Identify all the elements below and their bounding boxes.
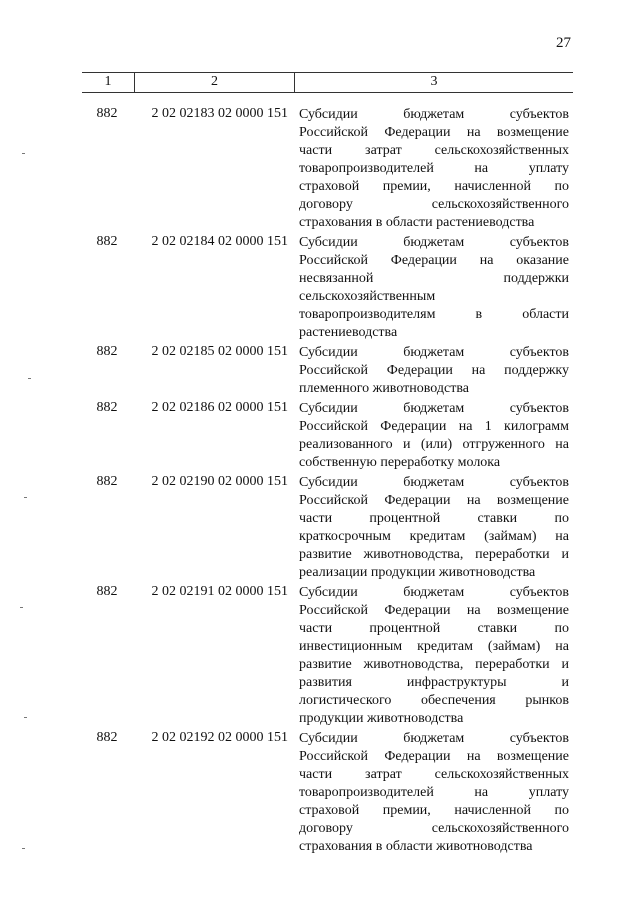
description-line: развития инфраструктуры и	[299, 675, 569, 690]
revenue-code: 2 02 02190 02 0000 151	[151, 474, 288, 489]
description	[299, 344, 569, 398]
scan-mark	[22, 848, 25, 849]
revenue-code: 2 02 02186 02 0000 151	[151, 400, 288, 415]
table-row	[0, 106, 640, 232]
description-line: развитие животноводства, переработки и	[299, 547, 569, 562]
table-row	[0, 400, 640, 472]
description-line: инвестиционным кредитам (займам) на	[299, 639, 569, 654]
header-bottom-border	[82, 92, 573, 93]
description-line: сельскохозяйственным	[299, 289, 436, 304]
revenue-code: 2 02 02183 02 0000 151	[151, 106, 288, 121]
scan-mark	[24, 497, 27, 498]
column-header-1: 1	[104, 74, 112, 89]
description-line: Субсидии бюджетам субъектов	[299, 585, 569, 600]
page-number: 27	[556, 35, 571, 51]
description-line: страховой премии, начисленной по	[299, 803, 569, 818]
description-line: развитие животноводства, переработки и	[299, 657, 569, 672]
description-line: страхования в области растениеводства	[299, 215, 535, 230]
description-line: Российской Федерации на поддержку	[299, 363, 569, 378]
description-line: собственную переработку молока	[299, 455, 501, 470]
description-line: Российской Федерации на оказание	[299, 253, 569, 268]
description	[299, 106, 569, 232]
description-line: товаропроизводителям в области	[299, 307, 569, 322]
admin-code: 882	[96, 474, 118, 489]
table-row	[0, 730, 640, 856]
description-line: реализованного и (или) отгруженного на	[299, 437, 569, 452]
scan-mark	[22, 153, 25, 154]
description-line: Российской Федерации на возмещение	[299, 125, 569, 140]
description-line: растениеводства	[299, 325, 398, 340]
admin-code: 882	[96, 344, 118, 359]
description-line: логистического обеспечения рынков	[299, 693, 569, 708]
description-line: части затрат сельскохозяйственных	[299, 767, 569, 782]
description-line: племенного животноводства	[299, 381, 469, 396]
description-line: товаропроизводителей на уплату	[299, 785, 569, 800]
column-header-2: 2	[211, 74, 218, 89]
description-line: Субсидии бюджетам субъектов	[299, 731, 569, 746]
scan-mark	[28, 378, 31, 379]
admin-code: 882	[96, 400, 118, 415]
description-line: части процентной ставки по	[299, 621, 569, 636]
description-line: продукции животноводства	[299, 711, 464, 726]
revenue-code: 2 02 02191 02 0000 151	[151, 584, 288, 599]
scan-mark	[20, 607, 23, 608]
description-line: Субсидии бюджетам субъектов	[299, 235, 569, 250]
column-header-3: 3	[430, 74, 438, 89]
description-line: Субсидии бюджетам субъектов	[299, 401, 569, 416]
revenue-code: 2 02 02192 02 0000 151	[151, 730, 288, 745]
admin-code: 882	[96, 730, 118, 745]
description-line: Субсидии бюджетам субъектов	[299, 475, 569, 490]
description-line: Субсидии бюджетам субъектов	[299, 107, 569, 122]
admin-code: 882	[96, 234, 118, 249]
description-line: несвязанной поддержки	[299, 271, 569, 286]
description-line: реализации продукции животноводства	[299, 565, 536, 580]
description	[299, 730, 569, 856]
description-line: товаропроизводителей на уплату	[299, 161, 569, 176]
description-line: страхования в области животноводства	[299, 839, 533, 854]
description-line: Российской Федерации на 1 килограмм	[299, 419, 569, 434]
description	[299, 584, 569, 728]
description-line: Российской Федерации на возмещение	[299, 749, 569, 764]
description-line: Субсидии бюджетам субъектов	[299, 345, 569, 360]
description-line: Российской Федерации на возмещение	[299, 493, 569, 508]
description-line: договору сельскохозяйственного	[299, 821, 569, 836]
description-line: Российской Федерации на возмещение	[299, 603, 569, 618]
revenue-code: 2 02 02184 02 0000 151	[151, 234, 288, 249]
table-row	[0, 234, 640, 342]
admin-code: 882	[96, 584, 118, 599]
description-line: краткосрочным кредитам (займам) на	[299, 529, 569, 544]
description-line: части затрат сельскохозяйственных	[299, 143, 569, 158]
description-line: страховой премии, начисленной по	[299, 179, 569, 194]
description-line: части процентной ставки по	[299, 511, 569, 526]
admin-code: 882	[96, 106, 118, 121]
table-row	[0, 584, 640, 728]
scan-mark	[24, 717, 27, 718]
description	[299, 474, 569, 582]
description	[299, 400, 569, 472]
table-row	[0, 474, 640, 582]
revenue-code: 2 02 02185 02 0000 151	[151, 344, 288, 359]
description	[299, 234, 569, 342]
description-line: договору сельскохозяйственного	[299, 197, 569, 212]
table-row	[0, 344, 640, 398]
